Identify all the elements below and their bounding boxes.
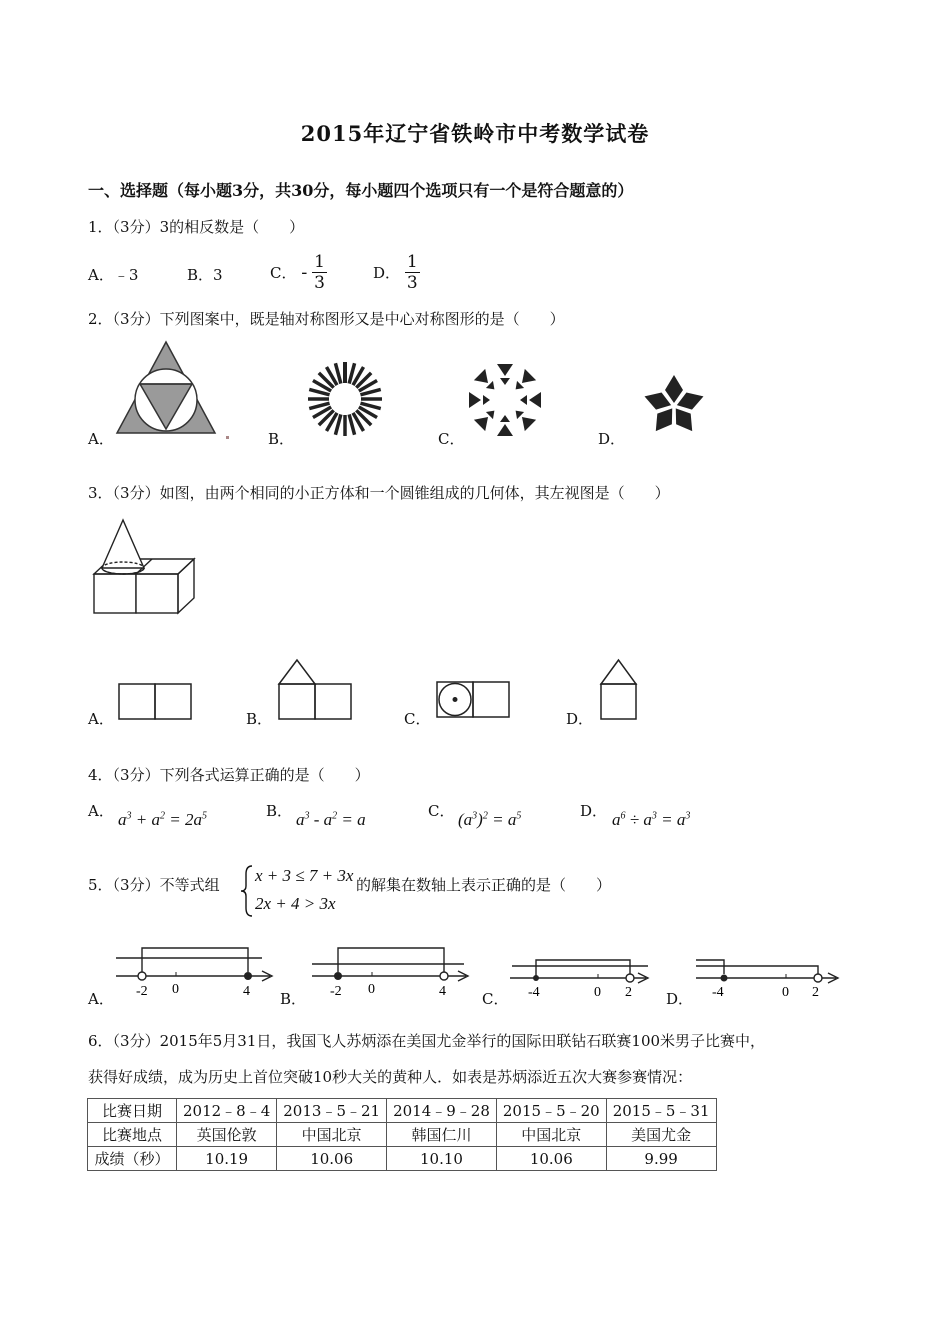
q4-label-b: B． xyxy=(266,802,293,820)
table-row xyxy=(88,1147,717,1171)
inequality-1: x + 3 ≤ 7 + 3x xyxy=(255,866,354,885)
q4-option-a[interactable] xyxy=(118,810,207,830)
q3-label-b: B． xyxy=(246,710,273,728)
denominator: 3 xyxy=(314,273,325,293)
exponent: 5 xyxy=(516,810,522,822)
q2-label-b: B． xyxy=(268,430,295,448)
results-table xyxy=(87,1098,717,1171)
table-cell: 10.06 xyxy=(496,1147,606,1171)
exponent: 2 xyxy=(332,810,338,822)
tick-label: 2 xyxy=(625,985,632,1000)
q2-label-a: A． xyxy=(88,430,114,448)
question-2-text: 2．（3分）下列图案中，既是轴对称图形又是中心对称图形的是（ ） xyxy=(88,310,565,328)
fraction xyxy=(405,252,420,293)
q2-figure-a[interactable] xyxy=(114,338,220,436)
table-cell: 2015﹣5﹣20 xyxy=(496,1099,606,1123)
table-cell: 10.10 xyxy=(387,1147,497,1171)
section-heading: 一、选择题（每小题3分，共30分，每小题四个选项只有一个是符合题意的） xyxy=(88,181,634,200)
option-value: 3 xyxy=(213,266,223,284)
q3-label-a: A． xyxy=(88,710,114,728)
q3-label-d: D． xyxy=(566,710,594,728)
q5-number-line-a[interactable] xyxy=(112,942,278,1000)
table-cell: 2013﹣5﹣21 xyxy=(277,1099,387,1123)
inequality-2: 2x + 4 > 3x xyxy=(255,894,336,913)
tick-label: 0 xyxy=(368,982,375,997)
tick-label: 2 xyxy=(812,985,819,1000)
q2-figure-d[interactable] xyxy=(632,372,716,436)
term: = a xyxy=(337,810,366,829)
exponent: 6 xyxy=(620,810,626,822)
term: - a xyxy=(309,810,333,829)
q4-label-a: A． xyxy=(88,802,114,820)
table-cell: 9.99 xyxy=(606,1147,716,1171)
q3-option-b-figure[interactable] xyxy=(276,656,354,722)
table-cell: 成绩（秒） xyxy=(88,1147,177,1171)
q2-label-c: C． xyxy=(438,430,465,448)
exponent: 3 xyxy=(685,810,691,822)
table-cell: 2012﹣8﹣4 xyxy=(177,1099,277,1123)
q4-option-b[interactable] xyxy=(296,810,366,830)
fraction xyxy=(312,252,327,293)
term: = a xyxy=(656,810,686,829)
q3-option-c-figure[interactable] xyxy=(434,678,514,722)
q5-label-b: B． xyxy=(280,990,307,1008)
q4-option-d[interactable] xyxy=(612,810,690,830)
table-row xyxy=(88,1099,717,1123)
tick-label: -2 xyxy=(330,984,342,999)
tick-label: -2 xyxy=(136,984,148,999)
term: a xyxy=(296,810,305,829)
table-cell: 10.19 xyxy=(177,1147,277,1171)
exponent: 2 xyxy=(482,810,488,822)
option-label: A． xyxy=(88,266,114,284)
page-title: 2015年辽宁省铁岭市中考数学试卷 xyxy=(300,121,650,146)
term: a xyxy=(612,810,621,829)
table-cell: 2015﹣5﹣31 xyxy=(606,1099,716,1123)
table-cell: 10.06 xyxy=(277,1147,387,1171)
minus-sign: - xyxy=(301,262,308,283)
table-cell: 比赛日期 xyxy=(88,1099,177,1123)
numerator: 1 xyxy=(314,252,325,272)
term: (a xyxy=(458,810,473,829)
q5-number-line-c[interactable] xyxy=(506,950,656,1000)
q1-option-a[interactable] xyxy=(88,264,138,285)
tick-label: -4 xyxy=(712,985,724,1000)
table-cell: 英国伦敦 xyxy=(177,1123,277,1147)
q5-text-post: 的解集在数轴上表示正确的是（ ） xyxy=(356,876,612,894)
option-value: ﹣3 xyxy=(113,266,139,284)
q5-label-d: D． xyxy=(666,990,694,1008)
tick-label: 4 xyxy=(439,984,446,999)
term: ÷ a xyxy=(625,810,652,829)
brace-icon xyxy=(240,864,254,918)
q1-option-d[interactable] xyxy=(373,252,420,293)
option-label: C． xyxy=(270,264,297,282)
q5-number-line-b[interactable] xyxy=(308,942,474,1000)
question-4-text: 4．（3分）下列各式运算正确的是（ ） xyxy=(88,766,370,784)
q5-number-line-d[interactable] xyxy=(692,950,846,1000)
question-1-text: 1．（3分）3的相反数是（ ） xyxy=(88,218,305,236)
exponent: 3 xyxy=(126,810,132,822)
q1-option-c[interactable] xyxy=(270,252,327,293)
question-6-line-2: 获得好成绩，成为历史上首位突破10秒大关的黄种人．如表是苏炳添近五次大赛参赛情况： xyxy=(88,1068,693,1086)
exponent: 5 xyxy=(201,810,207,822)
q2-figure-b[interactable] xyxy=(300,360,390,438)
q4-label-c: C． xyxy=(428,802,455,820)
term: + a xyxy=(131,810,160,829)
q3-option-a-figure[interactable] xyxy=(116,680,194,722)
tick-label: 0 xyxy=(782,985,789,1000)
exponent: 2 xyxy=(159,810,165,822)
table-cell: 2014﹣9﹣28 xyxy=(387,1099,497,1123)
table-cell: 中国北京 xyxy=(496,1123,606,1147)
exponent: 3 xyxy=(472,810,478,822)
tick-label: 0 xyxy=(172,982,179,997)
numerator: 1 xyxy=(406,252,418,272)
table-cell: 美国尤金 xyxy=(606,1123,716,1147)
table-cell: 中国北京 xyxy=(277,1123,387,1147)
table-cell: 韩国仁川 xyxy=(387,1123,497,1147)
term: = 2a xyxy=(164,810,202,829)
question-6-line-1: 6．（3分）2015年5月31日，我国飞人苏炳添在美国尤金举行的国际田联钻石联赛100米男子比赛中， xyxy=(88,1032,766,1050)
term: ) xyxy=(477,810,483,829)
table-row xyxy=(88,1123,717,1147)
q3-solid-figure xyxy=(88,516,198,616)
exponent: 3 xyxy=(304,810,310,822)
table-cell: 比赛地点 xyxy=(88,1123,177,1147)
q4-option-c[interactable] xyxy=(458,810,521,830)
option-label: B． xyxy=(187,266,214,284)
q4-label-d: D． xyxy=(580,802,608,820)
option-label: D． xyxy=(373,264,401,282)
q3-label-c: C． xyxy=(404,710,431,728)
tick-label: 4 xyxy=(243,984,250,999)
q5-text-pre: 5．（3分）不等式组 xyxy=(88,876,220,894)
q5-label-c: C． xyxy=(482,990,509,1008)
q3-option-d-figure[interactable] xyxy=(598,656,640,722)
tick-label: -4 xyxy=(528,985,540,1000)
question-3-text: 3．（3分）如图，由两个相同的小正方体和一个圆锥组成的几何体，其左视图是（ ） xyxy=(88,484,670,502)
q1-option-b[interactable] xyxy=(187,264,223,285)
denominator: 3 xyxy=(406,273,418,293)
q5-label-a: A． xyxy=(88,990,114,1008)
tick-label: 0 xyxy=(594,985,601,1000)
term: a xyxy=(118,810,127,829)
term: = a xyxy=(487,810,517,829)
q2-figure-c[interactable] xyxy=(465,362,545,440)
exponent: 3 xyxy=(651,810,657,822)
q2-label-d: D． xyxy=(598,430,626,448)
stray-dot xyxy=(226,436,229,439)
